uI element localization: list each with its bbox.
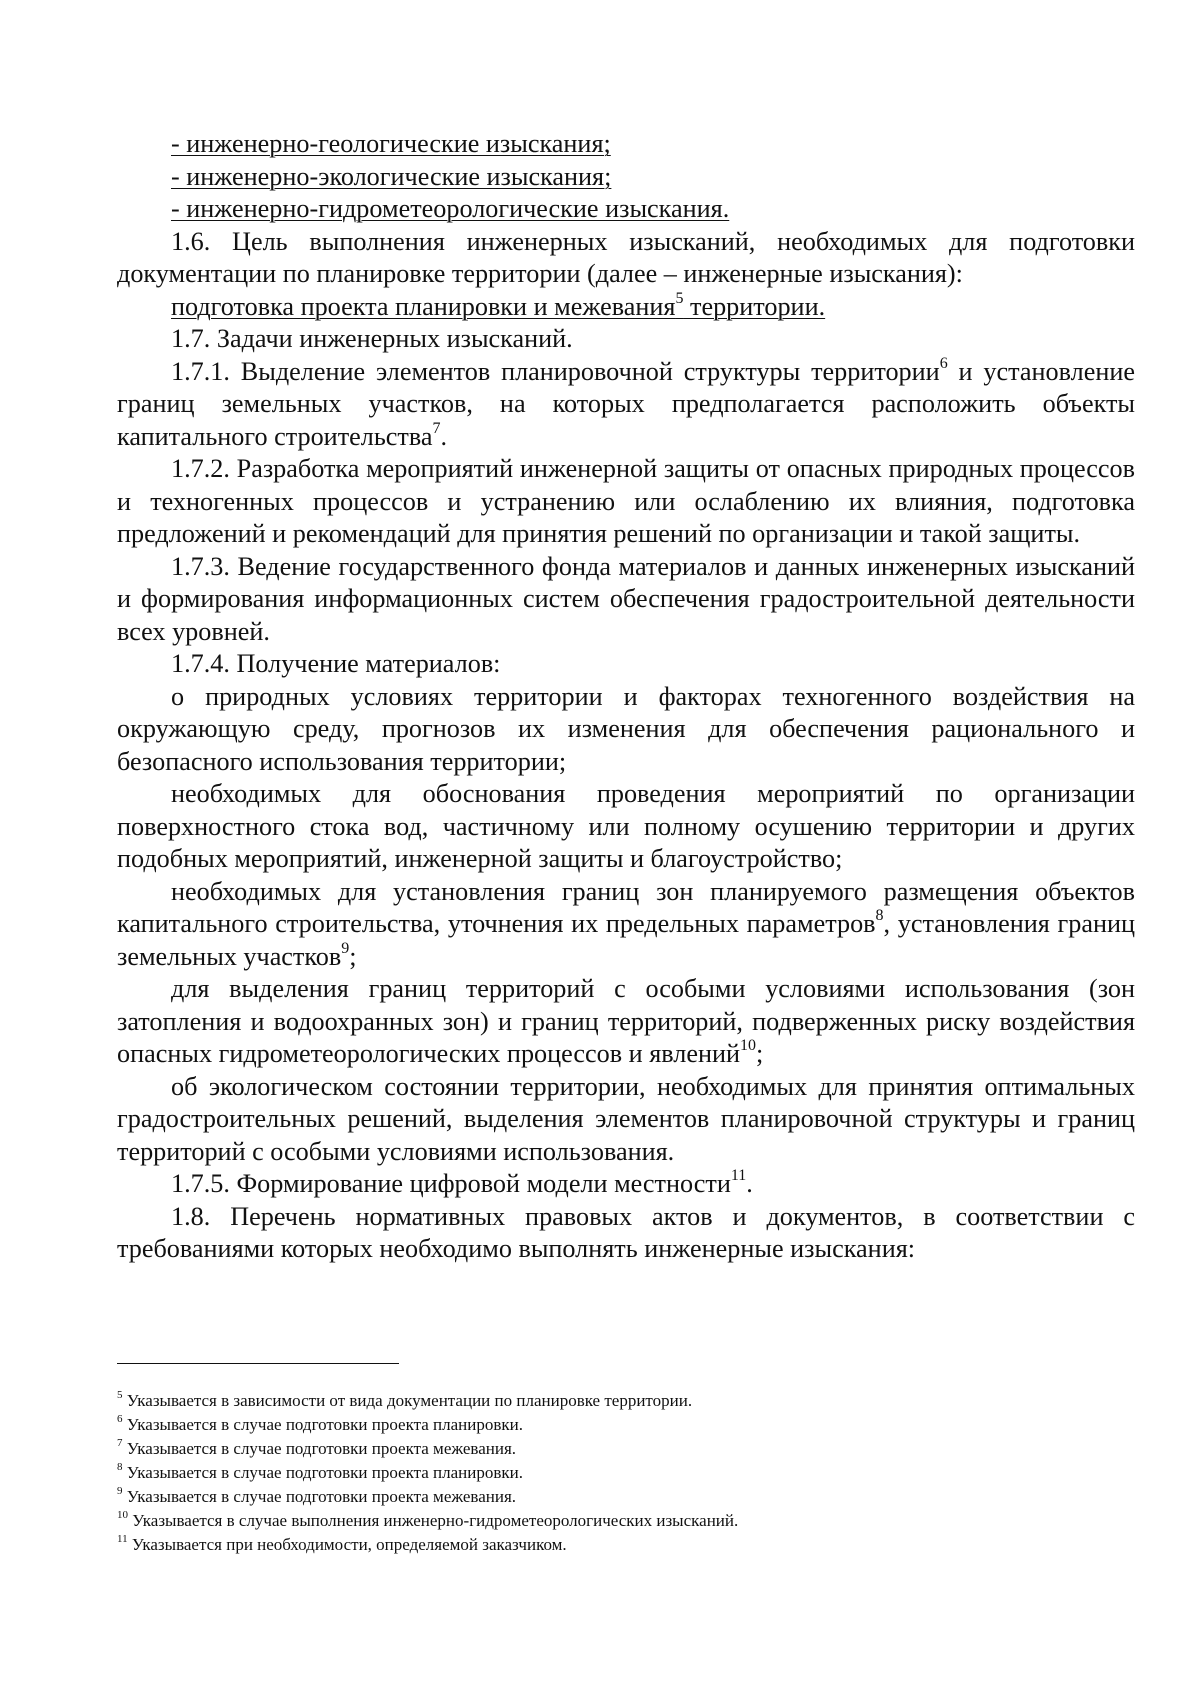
text-segment: . [440, 421, 448, 451]
footnote-text: Указывается в случае подготовки проекта планировки. [122, 1463, 524, 1482]
paragraph-1-8: 1.8. Перечень нормативных правовых актов и документов, в соответствии с требованиями которых необходимо выполнять инженерные изыскания: [117, 1201, 1135, 1263]
paragraph-materials-1: о природных условиях территории и факторах техногенного воздействия на окружающую среду, прогнозов их изменения для обеспечения рационального и безопасного использования территории; [117, 681, 1135, 776]
footnote [117, 1389, 1135, 1413]
footnote-text: Указывается при необходимости, определяемой заказчиком. [127, 1535, 567, 1554]
footnote [117, 1461, 1135, 1485]
paragraph-materials-4 [117, 973, 1135, 1071]
footnote-separator [117, 1363, 399, 1364]
footnote-text: Указывается в зависимости от вида документации по планировке территории. [122, 1391, 693, 1410]
text-segment: необходимых для установления границ зон планируемого размещения объектов капитального строительства, уточнения их предельных параметров [117, 876, 1135, 938]
text-segment: ; [756, 1039, 764, 1068]
text-segment: и установление границ земельных участков, на которых предполагается расположить объекты капитального строительства [117, 356, 1135, 451]
goal-text-b: территории. [683, 291, 826, 321]
footnote [117, 1413, 1135, 1437]
footnote-number: 11 [117, 1533, 128, 1546]
footnote-text: Указывается в случае выполнения инженерно-гидрометеорологических изысканий. [128, 1511, 739, 1530]
goal-text-a: подготовка проекта планировки и межевания [171, 291, 676, 321]
list-item [117, 161, 1135, 194]
footnote-text: Указывается в случае подготовки проекта межевания. [122, 1487, 517, 1506]
text-segment: 1.7.5. Формирование цифровой модели местности [171, 1169, 731, 1198]
footnote-text: Указывается в случае подготовки проекта межевания. [122, 1439, 517, 1458]
footnote-text: Указывается в случае подготовки проекта планировки. [122, 1415, 524, 1434]
text-segment: для выделения границ территорий с особыми условиями использования (зон затопления и водоохранных зон) и границ территорий, подверженных риску воздействия опасных гидрометеорологических процессов и явлений [117, 974, 1135, 1068]
paragraph-materials-2: необходимых для обоснования проведения мероприятий по организации поверхностного стока вод, частичному или полному осушению территории и других подобных мероприятий, инженерной защиты и благоустройство; [117, 779, 1135, 873]
paragraph-1-7-3: 1.7.3. Ведение государственного фонда материалов и данных инженерных изысканий и формирования информационных систем обеспечения градостроительной деятельности всех уровней. [117, 551, 1135, 646]
bullet-text: - инженерно-гидрометеорологические изыскания. [171, 194, 730, 223]
footnote [117, 1509, 1135, 1533]
text-segment: , установления границ земельных участков [117, 909, 1135, 971]
footnote-ref: 6 [939, 354, 948, 372]
footnote [117, 1485, 1135, 1509]
bullet-text: - инженерно-экологические изыскания; [171, 161, 612, 191]
paragraph-1-7-1 [117, 356, 1135, 454]
footnote-number: 9 [117, 1485, 123, 1498]
footnote-number: 5 [117, 1389, 123, 1402]
footnote-ref: 7 [432, 419, 441, 437]
list-item [117, 128, 1135, 161]
text-segment: ; [349, 941, 357, 971]
footnote-ref: 10 [740, 1037, 757, 1055]
footnote-ref: 8 [875, 907, 884, 925]
paragraph-1-7-5 [117, 1168, 1135, 1201]
footnote-number: 8 [117, 1461, 123, 1474]
paragraph-1-6: 1.6. Цель выполнения инженерных изысканий, необходимых для подготовки документации по планировке территории (далее – инженерные изыскания): [117, 226, 1135, 288]
paragraph-materials-5: об экологическом состоянии территории, необходимых для принятия оптимальных градостроительных решений, выделения элементов планировочной структуры и границ территорий с особыми условиями использования. [117, 1071, 1135, 1166]
bullet-text: - инженерно-геологические изыскания; [171, 129, 611, 158]
footnote [117, 1437, 1135, 1461]
footnote-ref: 5 [675, 289, 684, 307]
paragraph-materials-3 [117, 876, 1135, 974]
footnote-ref: 9 [341, 939, 350, 957]
footnote [117, 1533, 1135, 1557]
text-segment: . [746, 1169, 753, 1198]
paragraph-1-7-2: 1.7.2. Разработка мероприятий инженерной защиты от опасных природных процессов и техногенных процессов и устранению или ослаблению их влияния, подготовка предложений и рекомендаций для принятия решений по организации и такой защиты. [117, 454, 1135, 548]
list-item [117, 193, 1135, 226]
goal-text [171, 289, 826, 321]
text-segment: 1.7.1. Выделение элементов планировочной структуры территории [171, 356, 940, 386]
footnote-number: 7 [117, 1437, 123, 1450]
footnote-ref: 11 [730, 1167, 747, 1185]
paragraph-1-7-4: 1.7.4. Получение материалов: [171, 649, 501, 678]
footnote-number: 10 [117, 1509, 128, 1522]
paragraph-goal [117, 291, 1135, 324]
body-text [117, 128, 1135, 1266]
footnotes [117, 1389, 1135, 1557]
footnote-number: 6 [117, 1413, 123, 1426]
paragraph-1-7: 1.7. Задачи инженерных изысканий. [171, 324, 573, 353]
